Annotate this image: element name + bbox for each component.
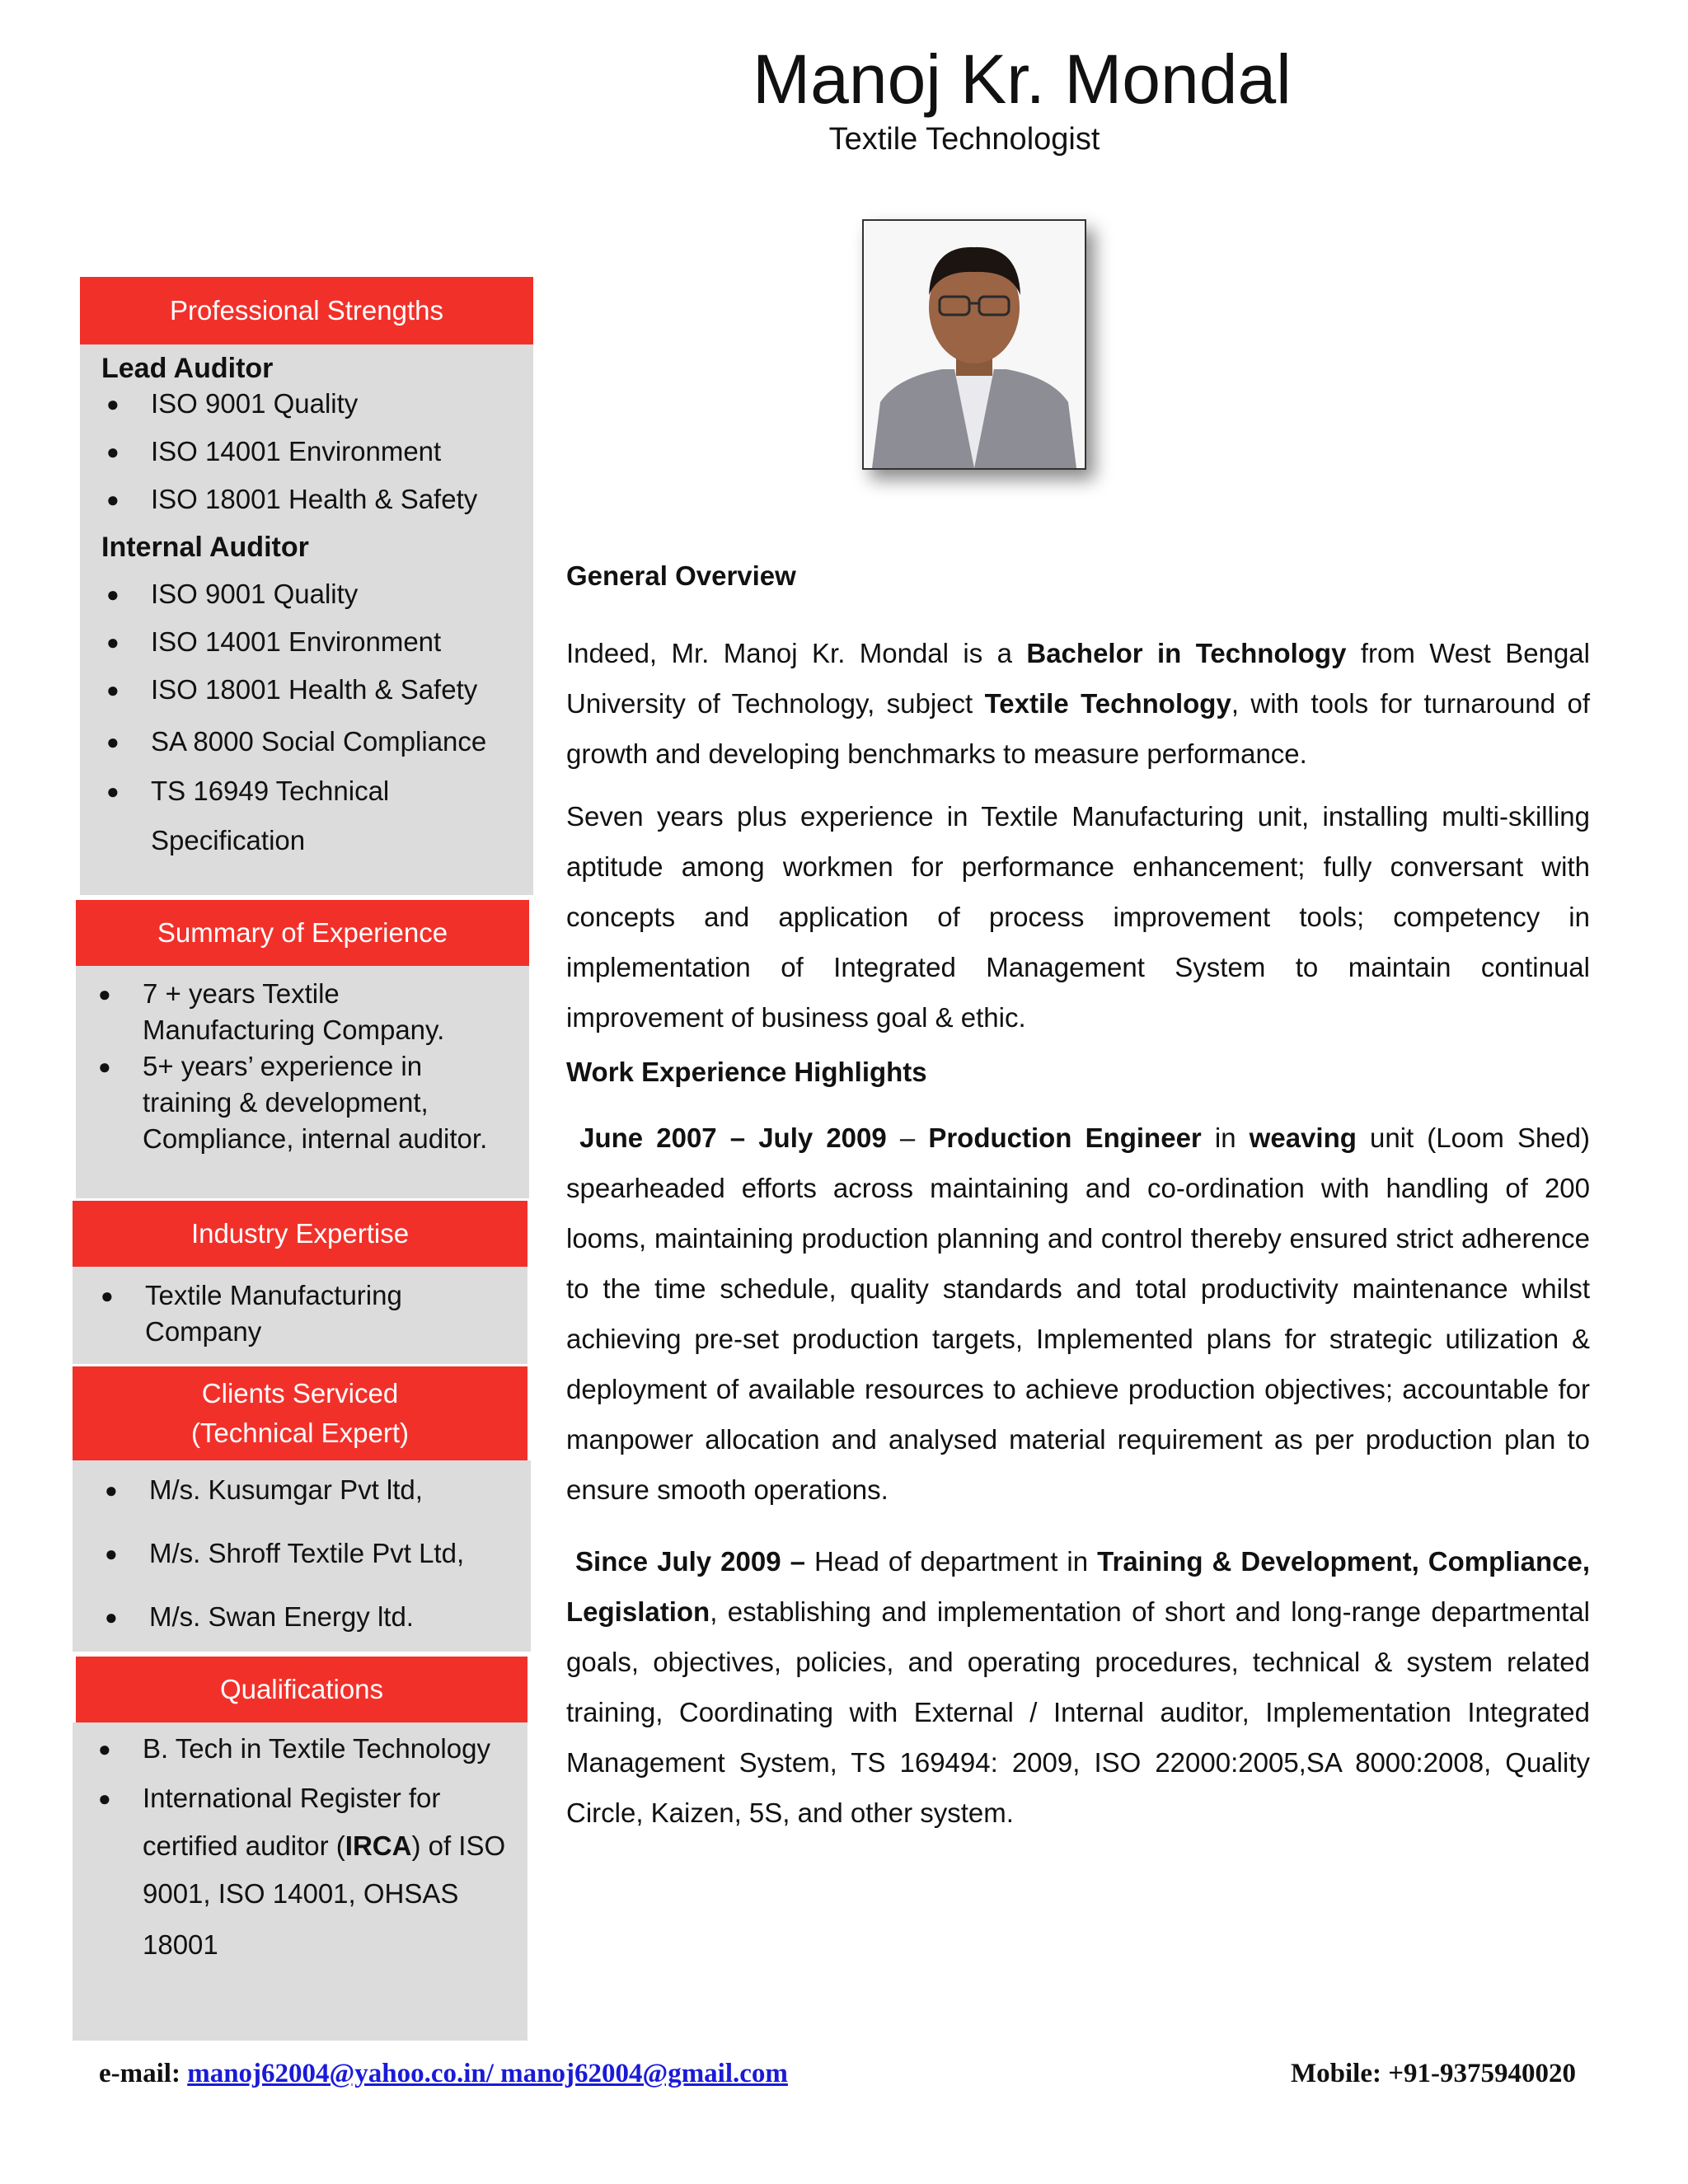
email-label: e-mail: — [99, 2059, 188, 2088]
bullet-icon: ● — [105, 1541, 118, 1566]
list-item — [106, 434, 442, 470]
list-item-text: 5+ years’ experience in — [143, 1051, 423, 1081]
list-item-text: M/s. Kusumgar Pvt ltd, — [149, 1474, 423, 1505]
overview-paragraph-2: Seven years plus experience in Textile Manufacturing unit, installing multi-skilling aptitude among workmen for performance enhancement; fully conversant with concepts and application of process improvement tools; competency in implementation of Integrated Management System to maintain continual improvement of business goal & ethic. — [566, 801, 1590, 1033]
clients-heading — [73, 1366, 528, 1460]
industry-heading — [73, 1201, 528, 1267]
internal-auditor-label: Internal Auditor — [101, 532, 309, 563]
list-item-continuation: training & development, — [143, 1087, 429, 1118]
irca-bold: IRCA — [345, 1830, 412, 1861]
work-experience-heading: Work Experience Highlights — [566, 1057, 927, 1087]
list-item-continuation: 18001 — [143, 1929, 218, 1960]
bullet-icon: ● — [105, 1478, 118, 1502]
clients-heading-line1: Clients Serviced — [201, 1378, 399, 1408]
list-item-text: ISO 14001 Environment — [151, 626, 442, 657]
overview-paragraph-1 — [566, 628, 1590, 779]
bullet-icon: ● — [106, 487, 120, 512]
general-overview-heading: General Overview — [566, 560, 796, 591]
email-link[interactable]: manoj62004@yahoo.co.in/ manoj62004@gmail.com — [187, 2059, 788, 2088]
bullet-icon: ● — [101, 1283, 114, 1308]
list-item — [105, 1535, 465, 1572]
profile-photo — [862, 219, 1086, 470]
list-item-continuation: Specification — [151, 825, 306, 855]
list-item — [106, 773, 390, 809]
industry-heading-text: Industry Expertise — [190, 1218, 410, 1249]
list-item — [106, 624, 442, 660]
text-fragment: unit (Loom Shed) spearheaded efforts across maintaining and co-ordination with handling of 200 looms, maintaining production planning and control thereby ensured strict adherence to the time schedule, quality standards and total productivity maintenance whilst achieving pre-set production targets, Implemented plans for strategic utilization & deployment of available resources to achieve production objectives; accountable for manpower allocation and analysed material requirement as per production plan to ensure smooth operations. — [566, 1122, 1590, 1505]
bullet-icon: ● — [106, 677, 120, 702]
bullet-icon: ● — [98, 1054, 111, 1079]
bullet-icon: ● — [105, 1605, 118, 1629]
list-item-text: ISO 9001 Quality — [151, 388, 359, 419]
footer-mobile: Mobile: +91-9375940020 — [1291, 2059, 1577, 2088]
work-item-2 — [566, 1536, 1590, 1838]
list-item-text: TS 16949 Technical — [151, 776, 390, 806]
list-item — [98, 976, 340, 1012]
bullet-icon: ● — [98, 982, 111, 1006]
list-item-continuation: Company — [145, 1316, 262, 1347]
list-item-text: International Register for — [143, 1783, 441, 1813]
text-fragment: Head of department in — [804, 1546, 1098, 1577]
bullet-icon: ● — [98, 1736, 111, 1761]
list-item-text: ISO 18001 Health & Safety — [151, 484, 478, 514]
list-item — [106, 576, 359, 612]
text-fragment: , establishing and implementation of short and long-range departmental goals, objectives, policies, and operating procedures, technical & system related training, Coordinating with External / Internal auditor, Implementation Integrated Management System, TS 169494: 2009, ISO 22000:2005,SA 8000:2008, Quality Circle, Kaizen, 5S, and other system. — [566, 1596, 1590, 1828]
bullet-icon: ● — [106, 582, 120, 607]
work-2-dates: Since July 2009 – — [575, 1546, 805, 1577]
list-item — [106, 724, 487, 760]
list-item — [101, 1277, 402, 1314]
work-1-role: Production Engineer — [928, 1122, 1202, 1153]
list-item-text: B. Tech in Textile Technology — [143, 1733, 490, 1764]
text-fragment: ) of ISO — [411, 1830, 506, 1861]
text-fragment: – — [886, 1122, 929, 1153]
bullet-icon: ● — [106, 630, 120, 654]
list-item-text: ISO 18001 Health & Safety — [151, 674, 478, 705]
summary-heading-text: Summary of Experience — [157, 917, 448, 948]
bullet-icon: ● — [98, 1786, 111, 1811]
summary-heading — [76, 900, 529, 966]
degree-bold: Bachelor in Technology — [1026, 638, 1347, 668]
list-item — [106, 672, 478, 708]
text-fragment: from West Bengal University of Technology, subject — [566, 638, 1590, 719]
qualifications-heading — [76, 1657, 528, 1722]
list-item-continuation: Manufacturing Company. — [143, 1015, 445, 1045]
lead-auditor-label: Lead Auditor — [101, 353, 274, 384]
list-item — [106, 386, 359, 422]
list-item-text: M/s. Shroff Textile Pvt Ltd, — [149, 1538, 465, 1568]
text-fragment: in — [1201, 1122, 1250, 1153]
bullet-icon: ● — [106, 779, 120, 804]
list-item-text: M/s. Swan Energy ltd. — [149, 1601, 414, 1632]
professional-strengths-heading-text: Professional Strengths — [169, 295, 443, 326]
list-item — [106, 481, 478, 518]
work-1-unit: weaving — [1249, 1122, 1357, 1153]
list-item-text: ISO 14001 Environment — [151, 436, 442, 466]
list-item — [105, 1472, 423, 1508]
candidate-name: Manoj Kr. Mondal — [753, 40, 1292, 118]
list-item — [98, 1048, 423, 1085]
list-item-continuation: Compliance, internal auditor. — [143, 1123, 488, 1154]
qualifications-heading-text: Qualifications — [219, 1674, 384, 1704]
list-item-text: 7 + years Textile — [143, 978, 340, 1009]
footer-email — [99, 2059, 788, 2089]
bullet-icon: ● — [106, 391, 120, 416]
list-item — [98, 1731, 490, 1767]
bullet-icon: ● — [106, 729, 120, 754]
work-1-dates: June 2007 – July 2009 — [579, 1122, 887, 1153]
text-fragment: certified auditor ( — [143, 1830, 345, 1861]
subject-bold: Textile Technology — [984, 688, 1231, 719]
list-item-continuation: 9001, ISO 14001, OHSAS — [143, 1878, 459, 1909]
list-item-text: ISO 9001 Quality — [151, 579, 359, 609]
work-2-areas: Training & Development, Compliance, Legislation — [566, 1546, 1590, 1627]
professional-strengths-panel — [80, 344, 533, 895]
text-fragment: Indeed, Mr. Manoj Kr. Mondal is a — [566, 638, 1027, 668]
list-item-text: SA 8000 Social Compliance — [151, 726, 487, 757]
candidate-title: Textile Technologist — [828, 122, 1100, 157]
professional-strengths-heading — [80, 277, 533, 344]
text-fragment: , with tools for turnaround of growth and developing benchmarks to measure performance. — [566, 688, 1590, 769]
list-item-text: Textile Manufacturing — [145, 1280, 402, 1310]
list-item — [98, 1780, 441, 1816]
person-silhouette-icon — [864, 221, 1085, 468]
list-item — [105, 1599, 414, 1635]
work-item-1 — [566, 1113, 1590, 1515]
bullet-icon: ● — [106, 439, 120, 464]
clients-heading-line2: (Technical Expert) — [190, 1418, 410, 1448]
list-item-continuation — [143, 1828, 505, 1864]
